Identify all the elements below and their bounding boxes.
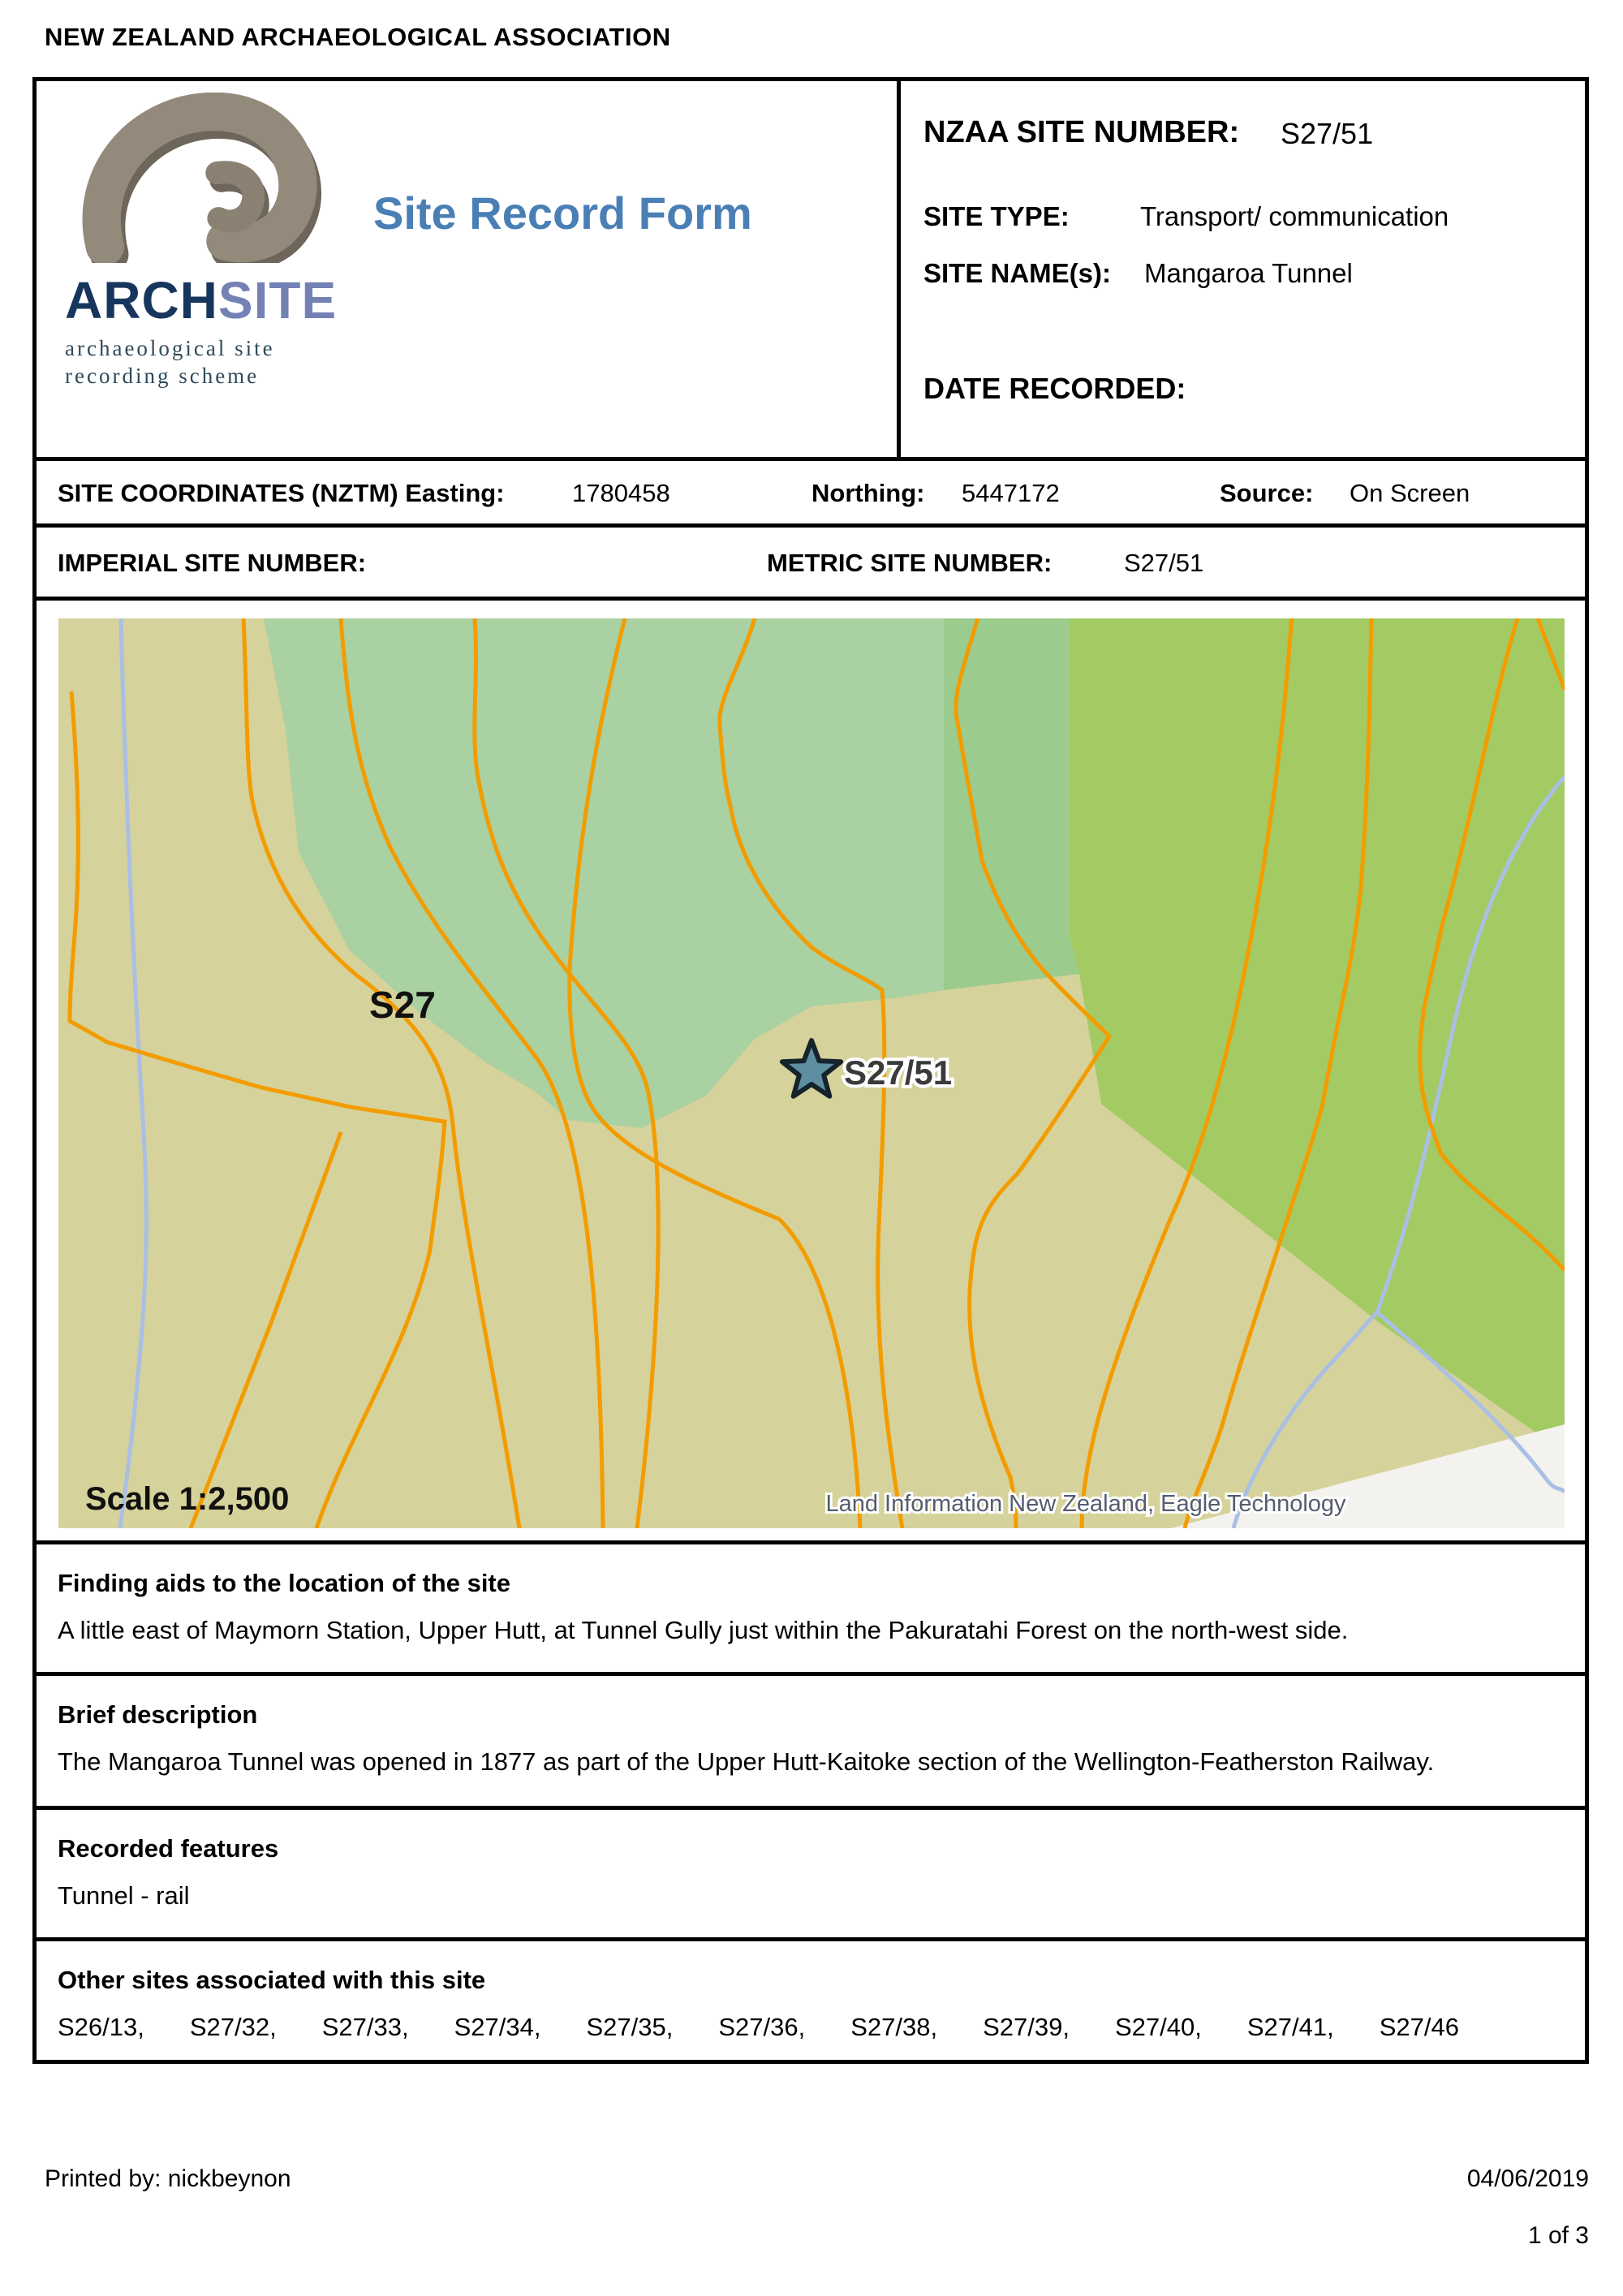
- archsite-logo: [65, 93, 519, 390]
- finding-aids-text: A little east of Maymorn Station, Upper Hutt, at Tunnel Gully just within the Pakuratahi Forest on the north-west side.: [58, 1616, 1349, 1644]
- associated-site-item: S27/41,: [1246, 2013, 1334, 2041]
- site-type-value: Transport/ communication: [1140, 201, 1449, 231]
- map-attribution: Land Information New Zealand, Eagle Technology: [825, 1491, 1346, 1517]
- page-number: 1 of 3: [1527, 2222, 1589, 2249]
- site-marker-label: S27/51: [844, 1053, 953, 1092]
- logo-subtitle-line1: archaeological site: [65, 336, 275, 360]
- associated-site-item: S26/13,: [58, 2013, 144, 2041]
- site-text: SITE: [217, 271, 338, 330]
- northing-label: Northing:: [812, 479, 925, 507]
- form-table: [32, 77, 1589, 2064]
- brief-description-section: [37, 1672, 1585, 1806]
- associated-site-item: S27/32,: [189, 2013, 277, 2041]
- finding-aids-section: [37, 1540, 1585, 1672]
- associated-site-item: S27/35,: [586, 2013, 674, 2041]
- associated-site-item: S27/39,: [983, 2013, 1070, 2041]
- coordinates-label: SITE COORDINATES (NZTM) Easting:: [58, 479, 505, 507]
- associated-sites-section: [37, 1937, 1585, 2060]
- imperial-site-number-label: IMPERIAL SITE NUMBER:: [58, 549, 367, 577]
- koru-logo-icon: [65, 93, 341, 263]
- header-row: [37, 81, 1585, 457]
- associated-site-item: S27/46: [1379, 2013, 1460, 2041]
- association-title: NEW ZEALAND ARCHAEOLOGICAL ASSOCIATION: [45, 23, 671, 51]
- metric-site-number-label: METRIC SITE NUMBER:: [767, 549, 1053, 577]
- nzaa-site-number-value: S27/51: [1281, 117, 1374, 150]
- brief-description-text: The Mangaroa Tunnel was opened in 1877 as part of the Upper Hutt-Kaitoke section of the Wellington-Featherston Railway.: [58, 1747, 1435, 1776]
- printed-by: Printed by: nickbeynon: [45, 2165, 291, 2192]
- brief-description-heading: Brief description: [58, 1700, 258, 1729]
- recorded-features-section: [37, 1806, 1585, 1937]
- metric-site-number-value: S27/51: [1124, 549, 1204, 577]
- location-map: [58, 618, 1565, 1528]
- easting-value: 1780458: [572, 479, 670, 507]
- print-date: 04/06/2019: [1466, 2165, 1589, 2192]
- map-medium-green-area: [944, 618, 1079, 990]
- source-label: Source:: [1220, 479, 1314, 507]
- coordinates-row: [37, 457, 1585, 523]
- associated-site-item: S27/38,: [850, 2013, 938, 2041]
- finding-aids-heading: Finding aids to the location of the site: [58, 1569, 510, 1597]
- arch-text: ARCH: [65, 271, 218, 330]
- site-type-label: SITE TYPE:: [923, 201, 1070, 231]
- site-identity-panel: [897, 81, 1585, 457]
- associated-site-item: S27/36,: [718, 2013, 806, 2041]
- date-recorded-label: DATE RECORDED:: [923, 372, 1186, 405]
- source-value: On Screen: [1350, 479, 1470, 507]
- map-row: [37, 597, 1585, 1540]
- nzaa-site-number-label: NZAA SITE NUMBER:: [923, 115, 1240, 149]
- recorded-features-text: Tunnel - rail: [58, 1881, 190, 1910]
- associated-site-item: S27/40,: [1115, 2013, 1202, 2041]
- logo-subtitle: [65, 335, 519, 390]
- site-name-value: Mangaroa Tunnel: [1144, 258, 1353, 288]
- logo-subtitle-line2: recording scheme: [65, 363, 260, 388]
- site-name-label: SITE NAME(s):: [923, 258, 1111, 288]
- associated-sites-list: [58, 2013, 1559, 2042]
- associated-site-item: S27/34,: [454, 2013, 541, 2041]
- form-title: Site Record Form: [373, 187, 752, 239]
- associated-site-item: S27/33,: [321, 2013, 409, 2041]
- map-region-label: S27: [369, 984, 436, 1026]
- recorded-features-heading: Recorded features: [58, 1834, 279, 1863]
- map-scale-label: Scale 1:2,500: [85, 1481, 290, 1517]
- archsite-wordmark: [65, 270, 519, 330]
- northing-value: 5447172: [962, 479, 1060, 507]
- associated-sites-heading: Other sites associated with this site: [58, 1966, 486, 1994]
- site-numbers-row: [37, 523, 1585, 597]
